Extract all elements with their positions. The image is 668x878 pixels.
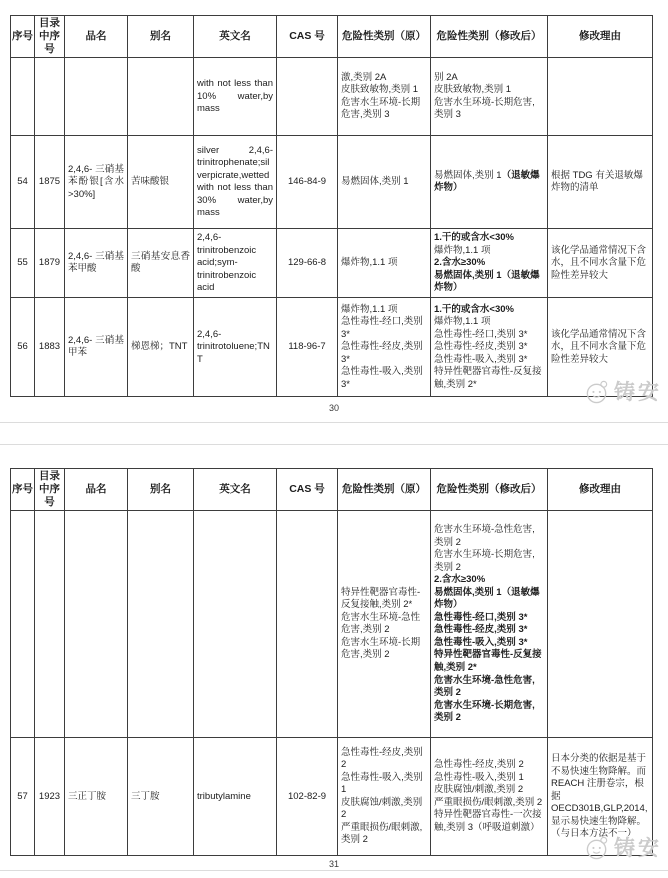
table-cell bbox=[194, 58, 277, 136]
table-cell bbox=[128, 738, 194, 856]
cell-line: 1879 bbox=[38, 257, 61, 269]
cell-line: 激,类别 2A bbox=[341, 71, 387, 83]
hazard-table-page-30 bbox=[10, 15, 653, 397]
table-row bbox=[11, 738, 653, 856]
table-cell bbox=[548, 136, 653, 229]
table-cell bbox=[338, 229, 431, 298]
cell-line: 56 bbox=[17, 341, 28, 353]
cell-line: 日本分类的依据是基于不易快速生物降解。而 REACH 注册卷宗，根据 OECD301B,GLP,2014, 显示易快速生物降解。（与日本方法不一） bbox=[551, 753, 648, 840]
table-cell bbox=[35, 738, 65, 856]
column-header-3: 别名 bbox=[128, 16, 194, 58]
table-cell bbox=[194, 738, 277, 856]
cell-line: 严重眼损伤/眼刺激,类别 2 bbox=[434, 796, 543, 808]
cell-line: 特异性靶器官毒性-反复接触,类别 2* bbox=[434, 649, 542, 673]
column-header-1: 目录中序号 bbox=[35, 16, 65, 58]
table-row bbox=[11, 136, 653, 229]
cell-line: 易燃固体,类别 1 bbox=[341, 176, 409, 188]
table-cell bbox=[277, 298, 338, 397]
column-header-6: 危险性类别（原） bbox=[338, 469, 431, 511]
cell-line: 爆炸物,1.1 项 bbox=[341, 257, 398, 269]
header-row bbox=[11, 16, 653, 58]
table-cell bbox=[65, 738, 128, 856]
cell-line: 急性毒性-经皮,类别 3* bbox=[434, 624, 528, 636]
table-cell bbox=[277, 58, 338, 136]
cell-line: 急性毒性-吸入,类别 3* bbox=[434, 636, 528, 648]
cell-line: 57 bbox=[17, 790, 28, 802]
cell-line: 爆炸物,1.1 项 bbox=[434, 316, 491, 328]
table-row bbox=[11, 58, 653, 136]
page-break-line bbox=[0, 422, 668, 423]
cell-line: 皮肤致敏物,类别 1 bbox=[434, 84, 512, 96]
cell-line: 特异性靶器官毒性-一次接触,类别 3（呼吸道刺激） bbox=[434, 809, 542, 833]
table-cell bbox=[548, 511, 653, 738]
cell-line: 三丁胺 bbox=[131, 790, 160, 802]
cell-line: 2,4,6- 三硝基甲苯 bbox=[68, 334, 124, 359]
column-header-4: 英文名 bbox=[194, 469, 277, 511]
table-cell bbox=[35, 136, 65, 229]
cell-line: 根据 TDG 有关退敏爆炸物的清单 bbox=[551, 169, 643, 194]
table-cell bbox=[65, 58, 128, 136]
cell-line: silver 2,4,6-trinitrophenate;silverpicrate,wetted with not less than 30% water,by mass bbox=[197, 144, 273, 219]
cell-line: 1883 bbox=[38, 341, 61, 353]
table-cell bbox=[277, 738, 338, 856]
cell-line: 危害水生环境-长期危害,类别 2 bbox=[434, 549, 535, 573]
table-cell bbox=[11, 229, 35, 298]
cell-line: 急性毒性-吸入,类别 1 bbox=[434, 771, 524, 783]
table-cell bbox=[277, 511, 338, 738]
column-header-7: 危险性类别（修改后） bbox=[431, 469, 548, 511]
cell-line: 急性毒性-吸入,类别 3* bbox=[434, 353, 528, 365]
cell-line: 1.干的或含水<30% bbox=[434, 232, 514, 244]
cell-line: 易燃固体,类别 1（退敏爆炸物） bbox=[434, 586, 540, 611]
cell-line: 急性毒性-吸入,类别 1 bbox=[341, 771, 423, 796]
table-cell bbox=[65, 511, 128, 738]
cell-line: 危害水生环境-急性危害,类别 2 bbox=[434, 524, 535, 548]
cell-line: 1923 bbox=[38, 790, 61, 802]
column-header-0: 序号 bbox=[11, 16, 35, 58]
hazard-table-page-31 bbox=[10, 468, 653, 856]
table-cell bbox=[431, 298, 548, 397]
cell-line: 2,4,6-trinitrotoluene;TNT bbox=[197, 328, 270, 365]
cell-line: 易燃固体,类别 1（退敏爆炸物） bbox=[434, 169, 540, 194]
table-row bbox=[11, 298, 653, 397]
cell-line: 54 bbox=[17, 176, 28, 188]
column-header-8: 修改理由 bbox=[548, 16, 653, 58]
table-cell bbox=[194, 298, 277, 397]
cell-line: 急性毒性-经皮,类别 3* bbox=[434, 341, 528, 353]
cell-line: 急性毒性-经口,类别 3* bbox=[341, 316, 423, 340]
table-cell bbox=[35, 298, 65, 397]
table-cell bbox=[128, 298, 194, 397]
column-header-5: CAS 号 bbox=[277, 16, 338, 58]
cell-line: 1.干的或含水<30% bbox=[434, 303, 514, 315]
cell-line: 2,4,6- 三硝基苯甲酸 bbox=[68, 250, 124, 275]
header-row bbox=[11, 469, 653, 511]
column-header-8: 修改理由 bbox=[548, 469, 653, 511]
cell-line: 2,4,6- 三硝基苯酚银[含水>30%] bbox=[68, 163, 124, 200]
cell-line: 皮肤腐蚀/刺激,类别 2 bbox=[341, 796, 423, 821]
table-cell bbox=[11, 58, 35, 136]
table-cell bbox=[277, 229, 338, 298]
column-header-0: 序号 bbox=[11, 469, 35, 511]
table-cell bbox=[35, 229, 65, 298]
cell-line: 三正丁胺 bbox=[68, 790, 107, 802]
cell-line: 146-84-9 bbox=[287, 176, 327, 188]
table-cell bbox=[548, 229, 653, 298]
table-cell bbox=[128, 58, 194, 136]
cell-line: 2,4,6-trinitrobenzoic acid;sym-trinitrobenzoic acid bbox=[197, 232, 257, 294]
table-cell bbox=[338, 738, 431, 856]
cell-line: 2.含水≥30% bbox=[434, 574, 486, 586]
cell-line: 102-82-9 bbox=[287, 790, 327, 802]
watermark-text: 铸安 bbox=[614, 837, 662, 860]
cell-line: 严重眼损伤/眼刺激,类别 2 bbox=[341, 821, 423, 846]
column-header-1: 目录中序号 bbox=[35, 469, 65, 511]
table-cell bbox=[338, 511, 431, 738]
page-number-31: 31 bbox=[328, 859, 339, 869]
table-cell bbox=[277, 136, 338, 229]
cell-line: 梯恩梯；TNT bbox=[131, 341, 188, 353]
table-cell bbox=[65, 298, 128, 397]
cell-line: 危害水生环境-长期危害,类别 3 bbox=[341, 96, 421, 121]
cell-line: 危害水生环境-急性危害,类别 2 bbox=[341, 611, 421, 636]
cell-line: 苦味酸银 bbox=[131, 176, 170, 188]
column-header-6: 危险性类别（原） bbox=[338, 16, 431, 58]
table-cell bbox=[431, 136, 548, 229]
cell-line: tributylamine bbox=[197, 790, 251, 802]
table-cell bbox=[431, 511, 548, 738]
table-cell bbox=[431, 229, 548, 298]
cell-line: 129-66-8 bbox=[287, 257, 327, 269]
column-header-3: 别名 bbox=[128, 469, 194, 511]
table-row bbox=[11, 229, 653, 298]
cell-line: 别 2A bbox=[434, 71, 458, 83]
table-cell bbox=[128, 136, 194, 229]
table-cell bbox=[11, 298, 35, 397]
table-cell bbox=[65, 136, 128, 229]
cell-line: 急性毒性-经皮,类别 3* bbox=[341, 341, 423, 365]
cell-line: 危害水生环境-急性危害,类别 2 bbox=[434, 674, 535, 699]
cell-line: 危害水生环境-长期危害,类别 2 bbox=[341, 636, 421, 661]
table-cell bbox=[194, 511, 277, 738]
table-cell bbox=[128, 511, 194, 738]
table-cell bbox=[548, 298, 653, 397]
cell-line: 该化学品通常情况下含水，且不同水含量下危险性差异较大 bbox=[551, 244, 647, 281]
table-cell bbox=[338, 298, 431, 397]
cell-line: 特异性靶器官毒性-反复接触,类别 2* bbox=[341, 586, 421, 611]
cell-line: 爆炸物,1.1 项 bbox=[434, 244, 491, 256]
table-cell bbox=[431, 58, 548, 136]
table-cell bbox=[11, 511, 35, 738]
column-header-4: 英文名 bbox=[194, 16, 277, 58]
cell-line: 皮肤致敏物,类别 1 bbox=[341, 84, 419, 96]
column-header-5: CAS 号 bbox=[277, 469, 338, 511]
table-cell bbox=[11, 136, 35, 229]
cell-line: 2.含水≥30% bbox=[434, 257, 486, 269]
table-cell bbox=[431, 738, 548, 856]
table-cell bbox=[338, 136, 431, 229]
table-row bbox=[11, 511, 653, 738]
table-cell bbox=[35, 511, 65, 738]
cell-line: 118-96-7 bbox=[288, 341, 326, 353]
cell-line: with not less than 10% water,by mass bbox=[197, 78, 273, 115]
cell-line: 皮肤腐蚀/刺激,类别 2 bbox=[434, 784, 524, 796]
page-number-30: 30 bbox=[328, 403, 339, 413]
table-cell bbox=[65, 229, 128, 298]
cell-line: 急性毒性-经皮,类别 2 bbox=[341, 746, 423, 771]
cell-line: 55 bbox=[17, 257, 28, 269]
table-cell bbox=[11, 738, 35, 856]
cell-line: 急性毒性-经口,类别 3* bbox=[434, 611, 528, 623]
cell-line: 1875 bbox=[38, 176, 61, 188]
table-cell bbox=[128, 229, 194, 298]
cell-line: 危害水生环境-长期危害,类别 2 bbox=[434, 699, 535, 724]
cell-line: 急性毒性-经口,类别 3* bbox=[434, 328, 528, 340]
cell-line: 特异性靶器官毒性-反复接触,类别 2* bbox=[434, 366, 542, 390]
cell-line: 爆炸物,1.1 项 bbox=[341, 303, 398, 315]
cell-line: 危害水生环境-长期危害,类别 3 bbox=[434, 96, 535, 121]
column-header-2: 品名 bbox=[65, 16, 128, 58]
cell-line: 三硝基安息香酸 bbox=[131, 250, 190, 275]
table-cell bbox=[194, 229, 277, 298]
page-edge-line bbox=[0, 870, 668, 871]
cell-line: 急性毒性-经皮,类别 2 bbox=[434, 759, 524, 771]
table-cell bbox=[194, 136, 277, 229]
watermark-text: 铸安 bbox=[614, 381, 662, 404]
column-header-2: 品名 bbox=[65, 469, 128, 511]
table-cell bbox=[338, 58, 431, 136]
cell-line: 急性毒性-吸入,类别 3* bbox=[341, 366, 423, 390]
table-cell bbox=[548, 58, 653, 136]
column-header-7: 危险性类别（修改后） bbox=[431, 16, 548, 58]
page-break-line bbox=[0, 444, 668, 445]
table-cell bbox=[548, 738, 653, 856]
cell-line: 易燃固体,类别 1（退敏爆炸物） bbox=[434, 269, 540, 294]
cell-line: 该化学品通常情况下含水，且不同水含量下危险性差异较大 bbox=[551, 328, 647, 365]
table-cell bbox=[35, 58, 65, 136]
